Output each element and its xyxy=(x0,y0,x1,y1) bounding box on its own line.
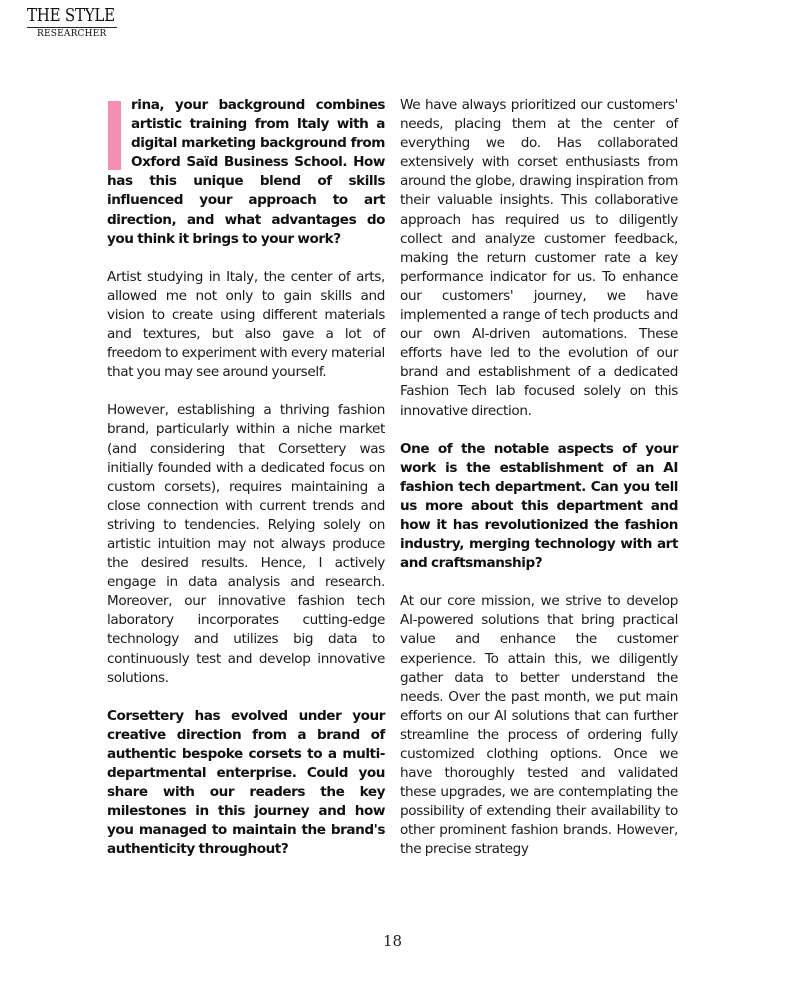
question-3: One of the notable aspects of your work is the establishment of an AI fashion tech department. Can you tell us more about this department and how it has revolutionized the fashion industry, merging technology with art and craftsmanship? xyxy=(400,440,678,572)
answer-paragraph-1: Artist studying in Italy, the center of arts, allowed me not only to gain skills and vision to create using different materials and textures, but also gave a lot of freedom to experiment with every material that you may see around yourself. xyxy=(107,268,385,381)
left-column xyxy=(107,96,385,878)
page-number: 18 xyxy=(382,932,403,950)
masthead-title: THE STYLE xyxy=(27,6,115,26)
answer-paragraph-3: We have always prioritized our customers' needs, placing them at the center of everything we do. Has collaborated extensively with corset enthusiasts from around the globe, drawing inspiration from their valuable insights. This collaborative approach has required us to diligently collect and analyze customer feedback, making the return customer rate a key performance indicator for us. To enhance our customers' journey, we have implemented a range of tech products and our own AI-driven automations. These efforts have led to the evolution of our brand and establishment of a dedicated Fashion Tech lab focused solely on this innovative direction. xyxy=(400,97,678,419)
intro-question xyxy=(107,96,385,249)
question-2: Corsettery has evolved under your creative direction from a brand of authentic bespoke corsets to a multi-departmental enterprise. Could you share with our readers the key milestones in this journey and how you managed to maintain the brand's authenticity throughout? xyxy=(107,707,385,858)
masthead-logo xyxy=(27,6,119,40)
right-column xyxy=(400,96,678,879)
drop-cap-accent xyxy=(108,101,121,170)
answer-paragraph-4: At our core mission, we strive to develop AI-powered solutions that bring practical value and enhance the customer experience. To attain this, we diligently gather data to better understand the needs. Over the past month, we put main efforts on our AI solutions that can further streamline the process of ordering fully customized clothing options. Once we have thoroughly tested and validated these upgrades, we are contemplating the possibility of extending their availability to other prominent fashion brands. However, the precise strategy xyxy=(400,593,678,858)
masthead-subtitle: RESEARCHER xyxy=(37,29,107,39)
intro-question-text: rina, your background combines artistic training from Italy with a digital marketing background from Oxford Saïd Business School. How has this unique blend of skills influenced your approach to art direction, and what advantages do you think it brings to your work? xyxy=(107,97,385,247)
answer-paragraph-2: However, establishing a thriving fashion brand, particularly within a niche market (and considering that Corsettery was initially founded with a dedicated focus on custom corsets), requires maintaining a close connection with current trends and striving to tendencies. Relying solely on artistic intuition may not always produce the desired results. Hence, I actively engage in data analysis and research. Moreover, our innovative fashion tech laboratory incorporates cutting-edge technology and utilizes big data to continuously test and develop innovative solutions. xyxy=(107,402,385,686)
